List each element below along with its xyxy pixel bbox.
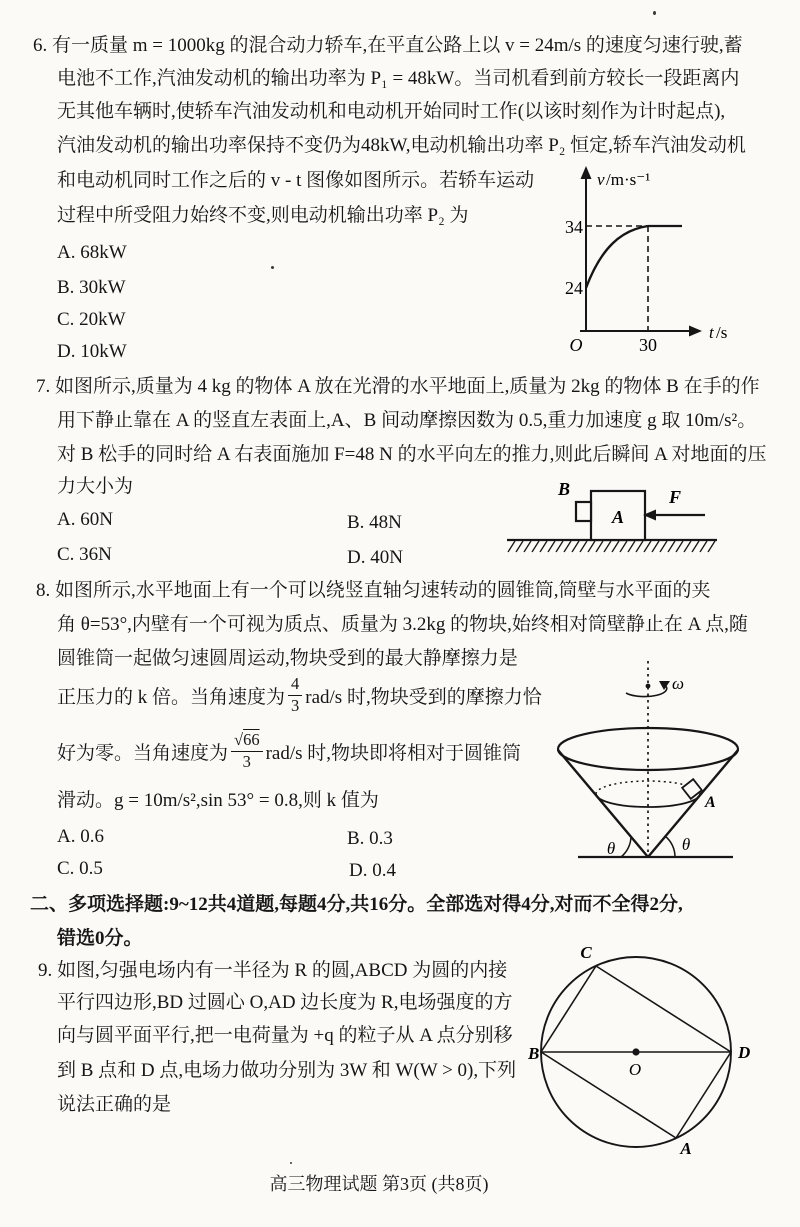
x-axis-label-var: t [709, 323, 714, 342]
block-b [576, 502, 591, 521]
x-axis-arrow-icon [689, 326, 702, 337]
page-footer: 高三物理试题 第3页 (共8页) [269, 1174, 489, 1194]
point-b-label: B [528, 1044, 540, 1063]
scan-speck [290, 1162, 292, 1164]
q7-line-1: 7. 如图所示,质量为 4 kg 的物体 A 放在光滑的水平地面上,质量为 2kg 的物体 B 在手的作 [36, 376, 760, 397]
y-axis-arrow-icon [581, 166, 592, 179]
block-b-label: B [557, 479, 571, 499]
q7-option-b: B. 48N [347, 512, 402, 533]
cone-figure-canvas [475, 653, 760, 871]
y-axis-label-var: v [597, 170, 605, 189]
section2-header-line-1: 二、多项选择题:9~12共4道题,每题4分,共16分。全部选对得4分,对而不全得2分, [30, 894, 683, 915]
q7-line-4: 力大小为 [57, 476, 134, 497]
circle-figure [528, 938, 763, 1166]
theta-left-label: θ [606, 839, 616, 858]
block-figure [505, 478, 720, 573]
point-a-label: A [680, 1139, 692, 1158]
q8-option-d: D. 0.4 [349, 860, 396, 881]
theta-right-label: θ [681, 835, 691, 854]
q8-option-a: A. 0.6 [57, 826, 104, 847]
q8-frac1-pre: 正压力的 k 倍。当角速度为 [57, 686, 286, 708]
y-axis-label-unit: /m·s⁻¹ [606, 170, 651, 189]
q8-frac1-post: rad/s 时,物块受到的摩擦力恰 [305, 686, 542, 708]
point-c-label: C [580, 943, 592, 962]
q9-line-5: 说法正确的是 [57, 1094, 172, 1115]
fraction-4-3 [288, 675, 302, 714]
q6-option-c: C. 20kW [57, 309, 126, 330]
fraction-numerator [231, 731, 263, 751]
rotation-arrow-icon [659, 681, 670, 690]
section2-header-line-2: 错选0分。 [57, 928, 143, 949]
scan-speck [271, 266, 274, 269]
circle-figure-canvas [528, 938, 763, 1166]
block-figure-canvas [505, 478, 720, 573]
center-dot [632, 1048, 639, 1055]
x-tick-30: 30 [639, 335, 657, 355]
x-axis-label-unit: /s [716, 323, 728, 342]
q8-frac2-pre: 好为零。当角速度为 [57, 742, 229, 764]
q9-line-2: 平行四边形,BD 过圆心 O,AD 边长度为 R,电场强度的方 [57, 992, 513, 1013]
q7-line-2: 用下静止靠在 A 的竖直左表面上,A、B 间动摩擦因数为 0.5,重力加速度 g 取 10m/s²。 [57, 410, 757, 431]
fraction-numerator: 4 [288, 675, 302, 695]
block-a-label: A [611, 507, 625, 527]
q6-line-6: 过程中所受阻力始终不变,则电动机输出功率 P₂ 为 [57, 205, 469, 226]
q7-option-c: C. 36N [57, 544, 112, 565]
q6-option-a: A. 68kW [57, 242, 127, 263]
fraction-denominator: 3 [291, 695, 300, 715]
origin-label: O [569, 335, 583, 355]
point-a-label: A [705, 794, 716, 811]
q8-line-4 [57, 672, 542, 718]
q8-line-5 [57, 726, 521, 776]
q7-line-3: 对 B 松手的同时给 A 右表面施加 F=48 N 的水平向左的推力,则此后瞬间 A 对地面的压 [57, 444, 767, 465]
q6-line-2: 电池不工作,汽油发动机的输出功率为 P₁ = 48kW。当司机看到前方较长一段距离内 [57, 68, 740, 89]
cone-figure [475, 653, 760, 871]
q7-option-d: D. 40N [347, 547, 403, 568]
q8-line-2: 角 θ=53°,内壁有一个可视为质点、质量为 3.2kg 的物块,始终相对筒壁静止在 A 点,随 [57, 614, 748, 635]
q9-line-4: 到 B 点和 D 点,电场力做功分别为 3W 和 W(W > 0),下列 [57, 1060, 517, 1081]
q6-line-3: 无其他车辆时,使轿车汽油发动机和电动机开始同时工作(以该时刻作为计时起点), [57, 101, 726, 122]
q6-option-d: D. 10kW [57, 341, 127, 362]
q8-line-6: 滑动。g = 10m/s²,sin 53° = 0.8,则 k 值为 [57, 790, 379, 811]
q9-line-1: 9. 如图,匀强电场内有一半径为 R 的圆,ABCD 为圆的内接 [38, 960, 508, 981]
radicand: 66 [243, 730, 260, 750]
y-tick-24: 24 [565, 278, 583, 298]
force-label: F [668, 487, 682, 507]
ground-hatching [508, 541, 715, 552]
q8-option-b: B. 0.3 [347, 828, 393, 849]
point-d-label: D [738, 1043, 751, 1062]
q6-line-5: 和电动机同时工作之后的 v - t 图像如图所示。若轿车运动 [57, 170, 535, 191]
fraction-sqrt66-3 [231, 731, 263, 770]
sqrt-sign: √ [234, 730, 244, 750]
center-o-label: O [628, 1060, 642, 1079]
q8-option-c: C. 0.5 [57, 858, 103, 879]
q8-line-1: 8. 如图所示,水平地面上有一个可以绕竖直轴匀速转动的圆锥筒,筒壁与水平面的夹 [36, 580, 711, 601]
vt-graph-figure [543, 163, 800, 363]
y-tick-34: 34 [565, 217, 583, 237]
scan-speck [653, 11, 656, 15]
q8-line-3: 圆锥筒一起做匀速圆周运动,物块受到的最大静摩擦力是 [57, 648, 518, 669]
fraction-denominator: 3 [242, 751, 251, 771]
q7-option-a: A. 60N [57, 509, 113, 530]
q6-option-b: B. 30kW [57, 277, 126, 298]
vt-graph-canvas [543, 163, 800, 363]
q9-line-3: 向与圆平面平行,把一电荷量为 +q 的粒子从 A 点分别移 [57, 1025, 513, 1046]
omega-label: ω [672, 674, 685, 693]
q8-frac2-post: rad/s 时,物块即将相对于圆锥筒 [265, 742, 522, 764]
q6-line-1: 6. 有一质量 m = 1000kg 的混合动力轿车,在平直公路上以 v = 24m/s 的速度匀速行驶,蓄 [33, 35, 743, 56]
q6-line-4: 汽油发动机的输出功率保持不变仍为48kW,电动机输出功率 P₂ 恒定,轿车汽油发动机 [57, 135, 746, 156]
